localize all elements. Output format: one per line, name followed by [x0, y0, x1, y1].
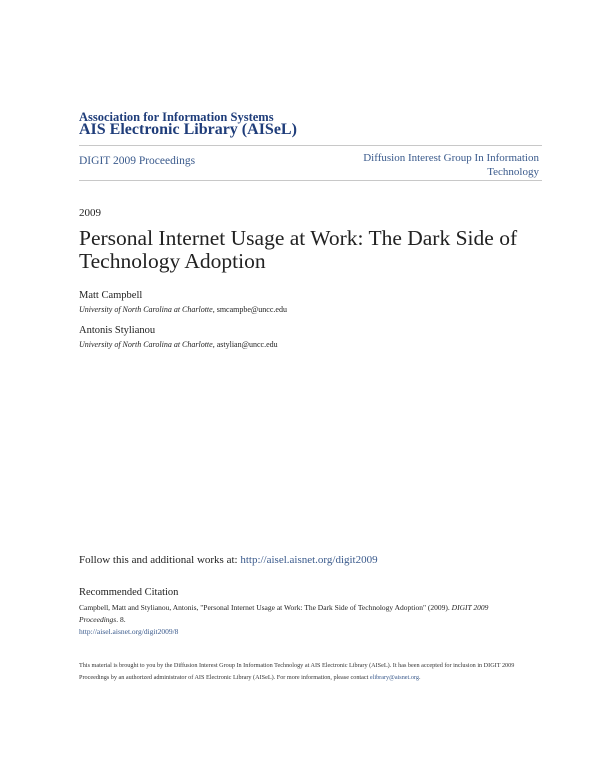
follow-works-line [79, 554, 378, 566]
paper-title-line1: Personal Internet Usage at Work: The Dark Side of [79, 226, 518, 250]
interest-group-link-line1: Diffusion Interest Group In Information [363, 152, 539, 164]
author-email: , smcampbe@uncc.edu [212, 305, 287, 314]
availability-notice-text: This material is brought to you by the Diffusion Interest Group In Information Technology at AIS Electronic Library (AISeL). It has been accepted for inclusion in DIGIT 2009 Proceedings by an authorized administrator of AIS Electronic Library (AISeL). For more information, please contact [79, 662, 515, 681]
author-institution: University of North Carolina at Charlotte [79, 305, 213, 314]
header-divider-bottom [79, 180, 542, 181]
publication-year: 2009 [79, 207, 101, 219]
org-name: Association for Information Systems [79, 110, 274, 124]
recommended-citation-heading: Recommended Citation [79, 587, 179, 598]
header-divider-top [79, 145, 542, 146]
citation-link[interactable]: http://aisel.aisnet.org/digit2009/8 [79, 627, 179, 636]
paper-title [79, 227, 559, 273]
citation-suffix: . 8. [116, 615, 126, 624]
paper-title-line2: Technology Adoption [79, 249, 266, 273]
proceedings-link[interactable]: DIGIT 2009 Proceedings [79, 155, 196, 167]
interest-group-link[interactable] [339, 151, 539, 179]
follow-works-label: Follow this and additional works at: [79, 554, 241, 566]
author-institution: University of North Carolina at Charlotte [79, 340, 213, 349]
author-email: , astylian@uncc.edu [212, 340, 278, 349]
availability-notice-end: . [418, 673, 421, 681]
author-affiliation [79, 305, 287, 314]
library-name: AIS Electronic Library (AISeL) [79, 121, 297, 138]
author-affiliation [79, 340, 278, 349]
citation-body: Campbell, Matt and Stylianou, Antonis, "Personal Internet Usage at Work: The Dark Side of Technology Adoption" (2009). [79, 603, 452, 612]
author-name: Matt Campbell [79, 290, 143, 301]
interest-group-link-line2: Technology [487, 166, 539, 178]
follow-works-link[interactable]: http://aisel.aisnet.org/digit2009 [240, 554, 378, 566]
author-name: Antonis Stylianou [79, 325, 156, 336]
citation-text [79, 602, 529, 638]
contact-email-link[interactable]: elibrary@aisnet.org [369, 673, 419, 681]
citation-venue: DIGIT 2009 Proceedings [79, 603, 489, 624]
availability-notice [79, 660, 524, 683]
